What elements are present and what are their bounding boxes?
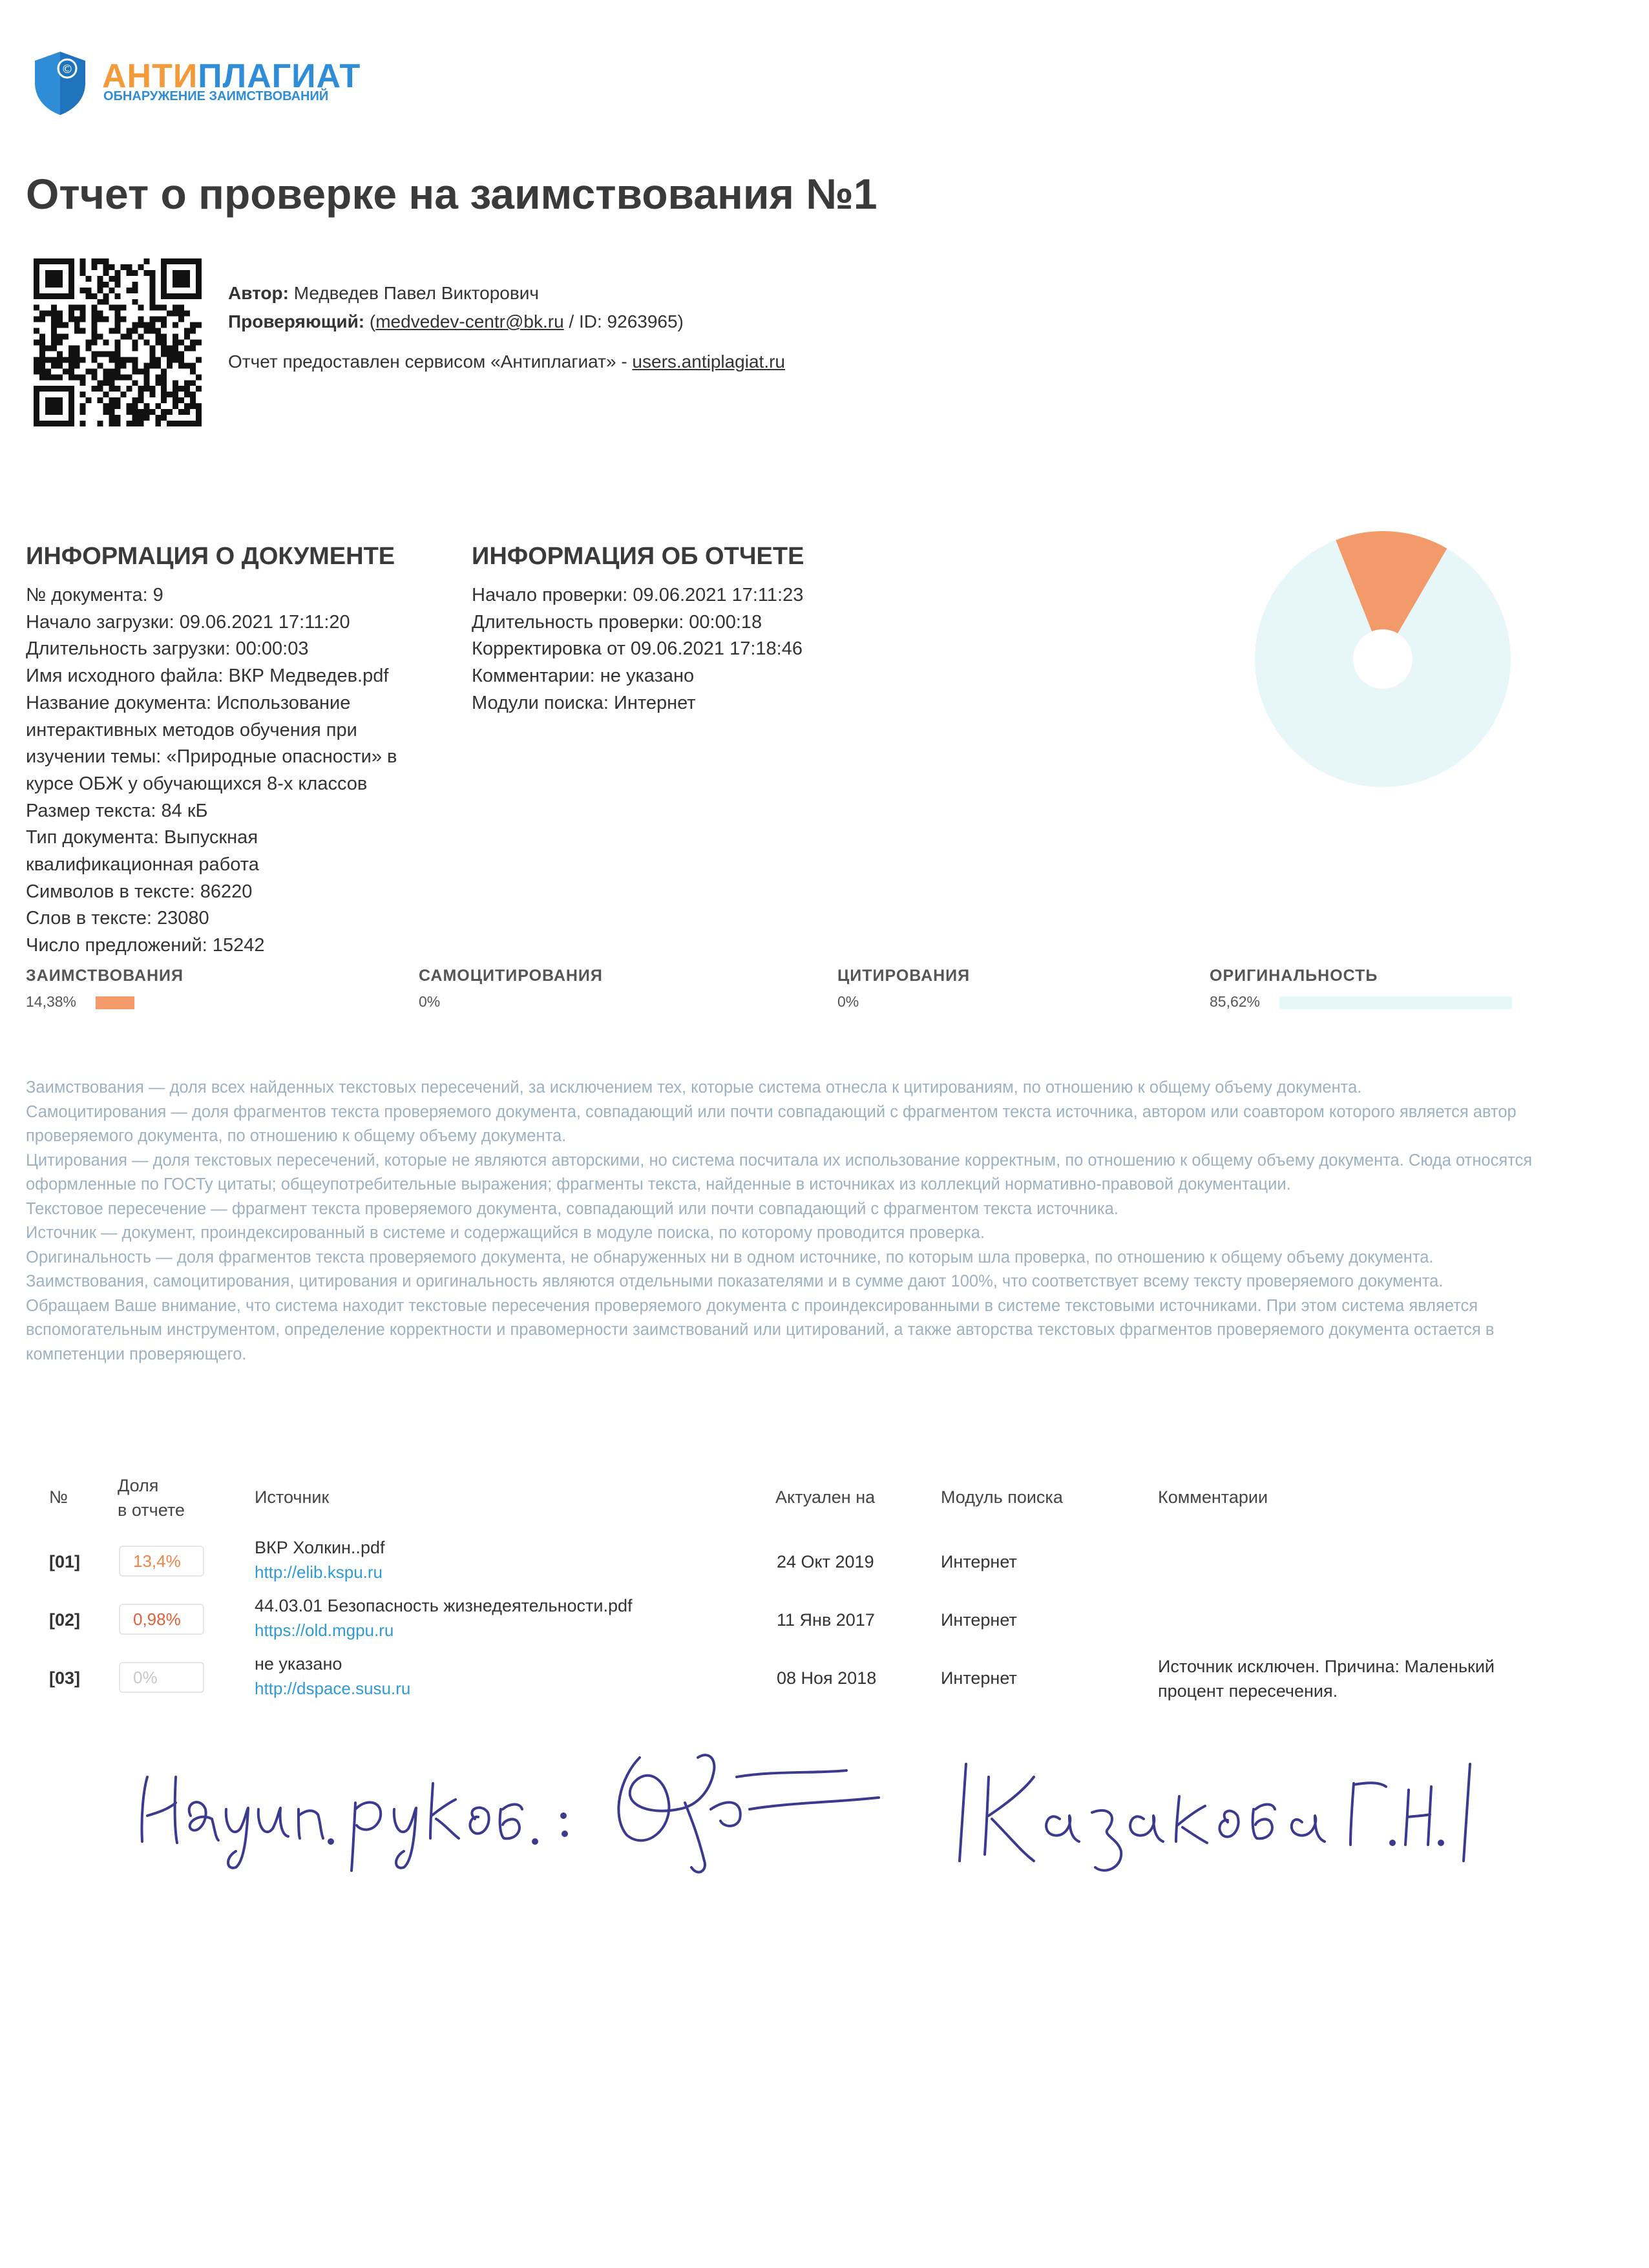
brand-tagline: ОБНАРУЖЕНИЕ ЗАИМСТВОВАНИЙ <box>103 89 329 103</box>
definition-paragraph: Оригинальность — доля фрагментов текста проверяемого документа, не обнаруженных ни в одном источнике, по которым шла проверка, по отношению к общему объему документа. <box>26 1248 1434 1266</box>
definition-paragraph: Обращаем Ваше внимание, что система находит текстовые пересечения проверяемого документа с проиндексированными в системе текстовыми источниками. При этом система является вспомогательным инструментом, определение корректности и правомерности заимствований или цитирований, а также авторства текстовых фрагментов проверяемого документа остается в компетенции проверяющего. <box>26 1296 1495 1363</box>
document-info-heading: ИНФОРМАЦИЯ О ДОКУМЕНТЕ <box>26 543 395 570</box>
source-title: не указано <box>255 1654 342 1674</box>
stat-originality <box>1210 967 1378 1011</box>
report-info-line: Корректировка от 09.06.2021 17:18:46 <box>472 638 803 660</box>
stat-self-citations <box>419 967 603 1011</box>
source-link[interactable]: https://old.mgpu.ru <box>255 1621 394 1640</box>
checker-open: ( <box>369 311 376 331</box>
shield-icon <box>31 49 89 117</box>
source-comment-line1: Источник исключен. Причина: Маленький <box>1158 1657 1495 1676</box>
source-title: ВКР Холкин..pdf <box>255 1538 385 1557</box>
report-info-line: Комментарии: не указано <box>472 666 695 687</box>
doc-info-line: интерактивных методов обучения при <box>26 719 357 740</box>
table-row <box>0 1596 1649 1648</box>
stat-borrowings <box>26 967 184 1011</box>
service-link[interactable]: users.antiplagiat.ru <box>632 352 785 372</box>
stat-citations <box>837 967 970 1011</box>
doc-info-line: курсе ОБЖ у обучающихся 8-х классов <box>26 773 368 794</box>
qr-code[interactable] <box>34 258 202 426</box>
source-comment <box>1158 1654 1495 1703</box>
doc-info-line: изучении темы: «Природные опасности» в <box>26 746 397 768</box>
document-info <box>26 543 439 960</box>
definition-paragraph: Самоцитирования — доля фрагментов текста проверяемого документа, совпадающий или почти совпадающий с фрагментом текста источника, автором или соавтором которого является автор проверяемого документа, по отношению к общему объему документа. <box>26 1102 1517 1145</box>
source-link[interactable]: http://elib.kspu.ru <box>255 1562 383 1582</box>
row-number: [01] <box>49 1552 81 1571</box>
qr-finder-pattern <box>161 258 202 299</box>
stat-value: 0% <box>419 993 441 1010</box>
col-header-share-line1: Доля <box>118 1476 159 1495</box>
doc-info-line: Тип документа: Выпускная <box>26 827 258 848</box>
checker-rest: / ID: 9263965) <box>563 311 684 331</box>
author-block <box>228 279 785 376</box>
source-module: Интернет <box>941 1610 1017 1630</box>
report-info <box>472 543 937 717</box>
doc-info-line: Имя исходного файла: ВКР Медведев.pdf <box>26 666 389 687</box>
col-header-source: Источник <box>255 1487 330 1507</box>
stat-bar <box>1279 996 1512 1009</box>
originality-donut-chart <box>1228 517 1538 801</box>
source-link[interactable]: http://dspace.susu.ru <box>255 1679 411 1698</box>
qr-finder-pattern <box>34 258 74 299</box>
col-header-number: № <box>49 1487 68 1507</box>
col-header-share <box>118 1473 185 1522</box>
row-number: [03] <box>49 1668 81 1688</box>
report-info-line: Модули поиска: Интернет <box>472 692 696 713</box>
author-value: Медведев Павел Викторович <box>293 283 539 303</box>
share-badge: 0% <box>119 1662 204 1693</box>
row-number: [02] <box>49 1610 81 1630</box>
sources-table <box>0 1467 1649 1712</box>
table-row <box>0 1654 1649 1712</box>
author-label: Автор: <box>228 283 289 303</box>
source-title: 44.03.01 Безопасность жизнедеятельности.pdf <box>255 1596 633 1615</box>
provided-line <box>228 348 785 376</box>
checker-label: Проверяющий: <box>228 311 365 331</box>
source-comment-line2: процент пересечения. <box>1158 1681 1338 1701</box>
col-header-date: Актуален на <box>775 1487 876 1507</box>
doc-info-line: Число предложений: 15242 <box>26 935 265 956</box>
checker-email-link[interactable]: medvedev-centr@bk.ru <box>375 311 564 331</box>
stat-label: ЗАИМСТВОВАНИЯ <box>26 967 184 985</box>
brand-name-part1: АНТИ <box>102 58 198 95</box>
stat-label: ОРИГИНАЛЬНОСТЬ <box>1210 967 1378 985</box>
page-title: Отчет о проверке на заимствования №1 <box>26 170 877 218</box>
report-info-list <box>472 582 937 717</box>
author-line <box>228 279 785 308</box>
share-badge: 13,4% <box>119 1546 204 1577</box>
doc-info-line: Размер текста: 84 кБ <box>26 800 208 821</box>
doc-info-line: квалификационная работа <box>26 854 259 876</box>
svg-text:©: © <box>61 63 73 76</box>
source-module: Интернет <box>941 1668 1017 1688</box>
stat-label: САМОЦИТИРОВАНИЯ <box>419 967 603 985</box>
definitions <box>26 1076 1538 1367</box>
report-info-heading: ИНФОРМАЦИЯ ОБ ОТЧЕТЕ <box>472 543 804 570</box>
doc-info-line: Начало загрузки: 09.06.2021 17:11:20 <box>26 611 350 633</box>
qr-finder-pattern <box>34 386 74 426</box>
stat-bar <box>96 996 134 1009</box>
source-date: 24 Окт 2019 <box>777 1552 874 1571</box>
col-header-module: Модуль поиска <box>941 1487 1063 1507</box>
handwritten-signature <box>129 1706 1486 1874</box>
definition-paragraph: Заимствования, самоцитирования, цитирования и оригинальность являются отдельными показателями и в сумме дают 100%, что соответствует всему тексту проверяемого документа. <box>26 1272 1444 1290</box>
brand-name-part2: ПЛАГИАТ <box>198 58 361 95</box>
stat-value: 14,38% <box>26 993 77 1010</box>
doc-info-line: № документа: 9 <box>26 585 163 605</box>
definition-paragraph: Источник — документ, проиндексированный в системе и содержащийся в модуле поиска, по которому проводится проверка. <box>26 1224 985 1242</box>
doc-info-line: Символов в тексте: 86220 <box>26 881 253 902</box>
report-info-line: Длительность проверки: 00:00:18 <box>472 611 762 633</box>
definition-paragraph: Текстовое пересечение — фрагмент текста проверяемого документа, совпадающий или почти совпадающий с фрагментом текста источника. <box>26 1199 1119 1218</box>
checker-line <box>228 308 785 336</box>
doc-info-line: Длительность загрузки: 00:00:03 <box>26 638 309 660</box>
share-badge: 0,98% <box>119 1604 204 1635</box>
report-info-line: Начало проверки: 09.06.2021 17:11:23 <box>472 585 804 605</box>
definition-paragraph: Заимствования — доля всех найденных текстовых пересечений, за исключением тех, которые система отнесла к цитированиям, по отношению к общему объему документа. <box>26 1078 1362 1097</box>
source-date: 11 Янв 2017 <box>777 1610 875 1630</box>
col-header-comment: Комментарии <box>1158 1487 1268 1507</box>
table-row <box>0 1538 1649 1590</box>
stat-value: 0% <box>837 993 859 1010</box>
source-module: Интернет <box>941 1552 1017 1571</box>
stat-label: ЦИТИРОВАНИЯ <box>837 967 971 985</box>
provided-text: Отчет предоставлен сервисом «Антиплагиат» - <box>228 352 633 372</box>
doc-info-line: Слов в тексте: 23080 <box>26 908 209 929</box>
col-header-share-line2: в отчете <box>118 1500 185 1520</box>
definition-paragraph: Цитирования — доля текстовых пересечений, которые не являются авторскими, но система посчитала их использование корректным, по отношению к общему объему документа. Сюда относятся оформленные по ГОСТу цитаты; общеупотребительные выражения; фрагменты текста, найденные в источниках из коллекций нормативно-правовой документации. <box>26 1151 1533 1193</box>
antiplagiat-logo <box>31 49 361 120</box>
stat-value: 85,62% <box>1210 993 1261 1010</box>
document-info-list <box>26 582 439 960</box>
doc-info-line: Название документа: Использование <box>26 692 351 713</box>
source-date: 08 Ноя 2018 <box>777 1668 877 1688</box>
